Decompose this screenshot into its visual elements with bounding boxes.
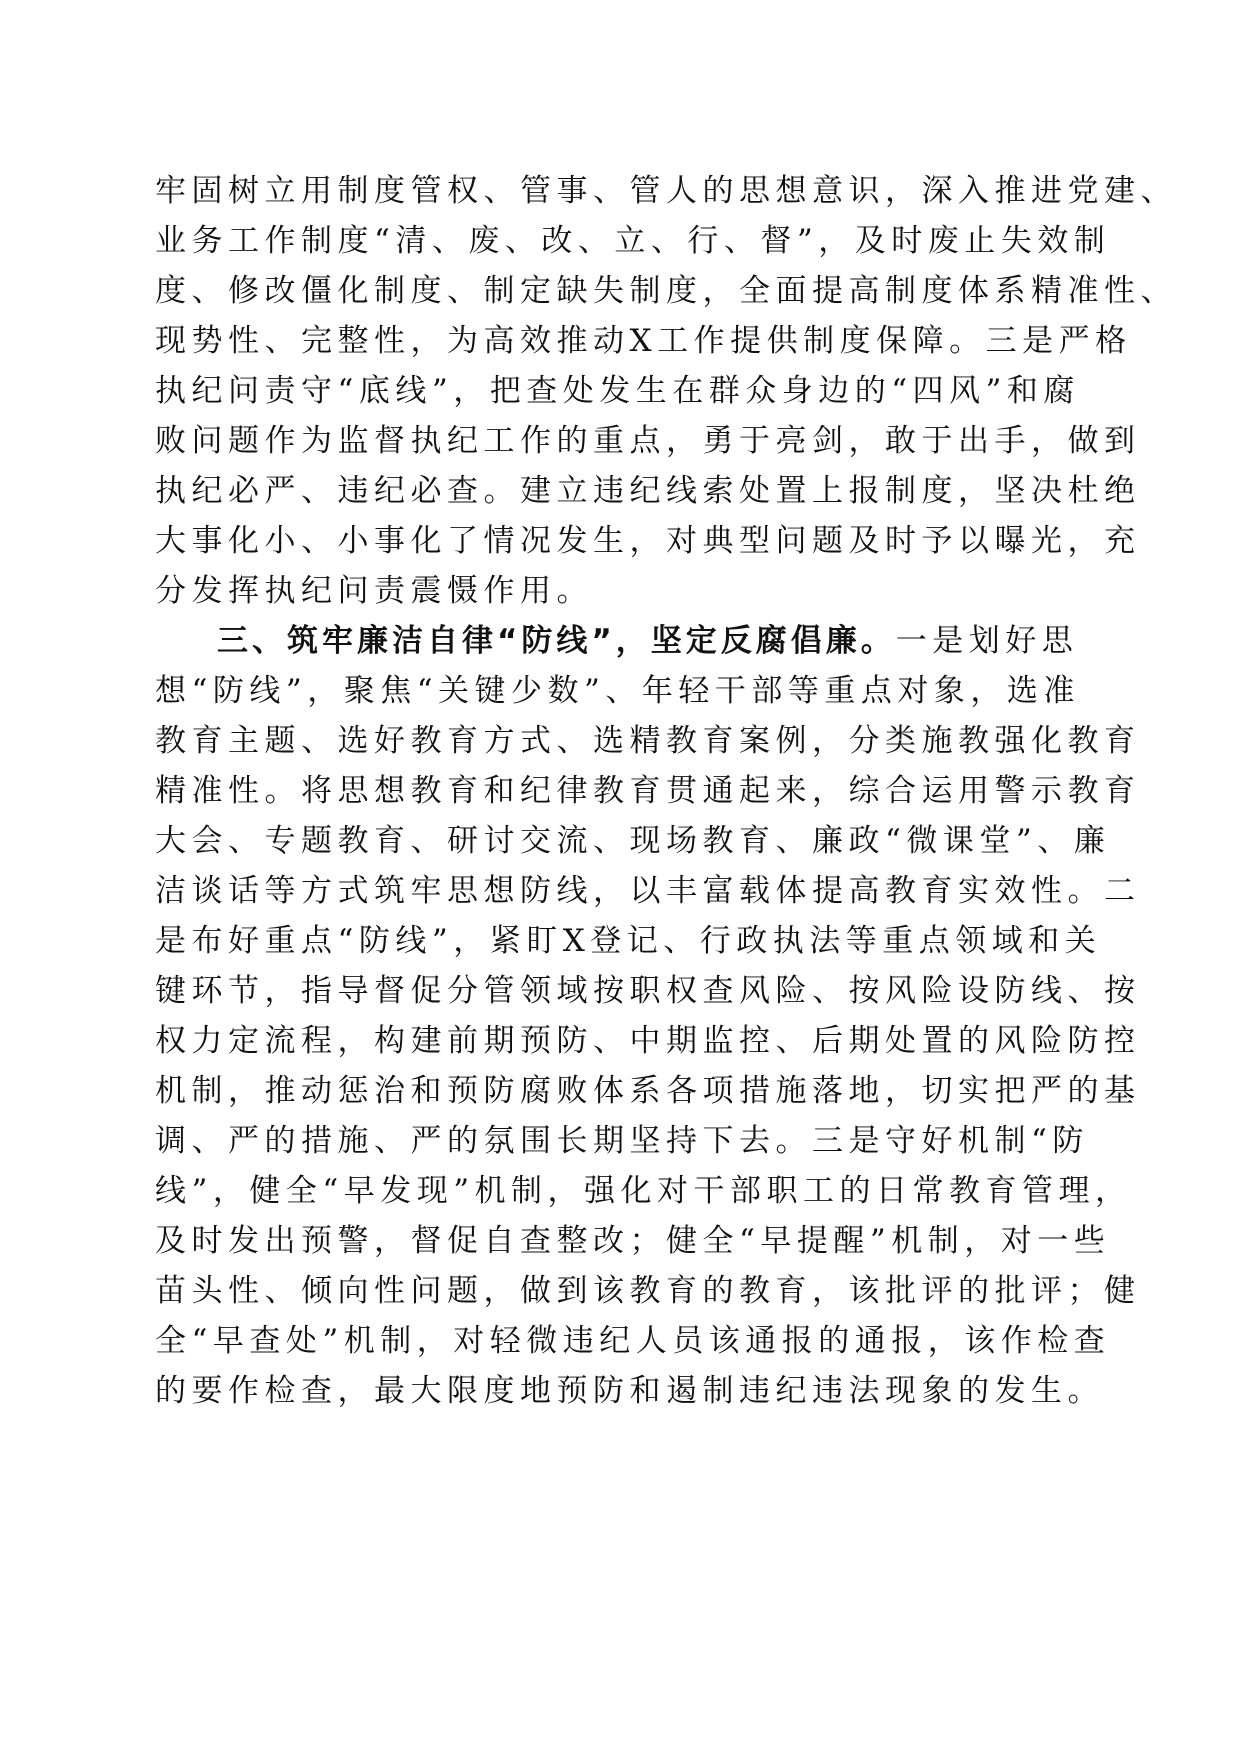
text-line: 想“防线”，聚焦“关键少数”、年轻干部等重点对象，选准 <box>155 673 1080 709</box>
text-line: 苗头性、倾向性问题，做到该教育的教育，该批评的批评；健 <box>155 1273 1141 1309</box>
text-line: 键环节，指导督促分管领域按职权查风险、按风险设防线、按 <box>155 973 1141 1009</box>
text-line: 权力定流程，构建前期预防、中期监控、后期处置的风险防控 <box>155 1023 1141 1059</box>
document-body <box>155 166 1177 1416</box>
text-line: 教育主题、选好教育方式、选精教育案例，分类施教强化教育 <box>155 723 1141 759</box>
text-line: 大事化小、小事化了情况发生，对典型问题及时予以曝光，充 <box>155 523 1141 559</box>
text-line: 败问题作为监督执纪工作的重点，勇于亮剑，敢于出手，做到 <box>155 423 1141 459</box>
text-line: 的要作检查，最大限度地预防和遏制违纪违法现象的发生。 <box>155 1373 1104 1409</box>
text-line: 洁谈话等方式筑牢思想防线，以丰富载体提高教育实效性。二 <box>155 873 1141 909</box>
text-line: 是布好重点“防线”，紧盯X登记、行政执法等重点领域和关 <box>155 923 1102 959</box>
text-line: 精准性。将思想教育和纪律教育贯通起来，综合运用警示教育 <box>155 773 1141 809</box>
section-heading: 三、筑牢廉洁自律“防线”，坚定反腐倡廉。 <box>217 623 896 659</box>
text-line: 业务工作制度“清、废、改、立、行、督”，及时废止失效制 <box>155 223 1111 259</box>
text-line: 执纪必严、违纪必查。建立违纪线索处置上报制度，坚决杜绝 <box>155 473 1141 509</box>
text-line: 执纪问责守“底线”，把查处发生在群众身边的“四风”和腐 <box>155 373 1080 409</box>
section-first-line <box>155 616 1095 666</box>
text-line: 牢固树立用制度管权、管事、管人的思想意识，深入推进党建、 <box>155 173 1177 209</box>
text-line: 度、修改僵化制度、制定缺失制度，全面提高制度体系精准性、 <box>155 273 1177 309</box>
text-line: 调、严的措施、严的氛围长期坚持下去。三是守好机制“防 <box>155 1123 1089 1159</box>
text-line: 及时发出预警，督促自查整改；健全“早提醒”机制，对一些 <box>155 1223 1111 1259</box>
text-line: 分发挥执纪问责震慑作用。 <box>155 573 593 609</box>
text-line: 全“早查处”机制，对轻微违纪人员该通报的通报，该作检查 <box>155 1323 1111 1359</box>
section-three-paragraph <box>155 616 1141 1416</box>
text-line: 机制，推动惩治和预防腐败体系各项措施落地，切实把严的基 <box>155 1073 1141 1109</box>
section-first-line-text: 一是划好思 <box>895 623 1079 659</box>
text-line: 线”，健全“早发现”机制，强化对干部职工的日常教育管理， <box>155 1173 1132 1209</box>
paragraph-continued <box>155 166 1177 616</box>
text-line: 现势性、完整性，为高效推动X工作提供制度保障。三是严格 <box>155 323 1132 359</box>
text-line: 大会、专题教育、研讨交流、现场教育、廉政“微课堂”、廉 <box>155 823 1111 859</box>
